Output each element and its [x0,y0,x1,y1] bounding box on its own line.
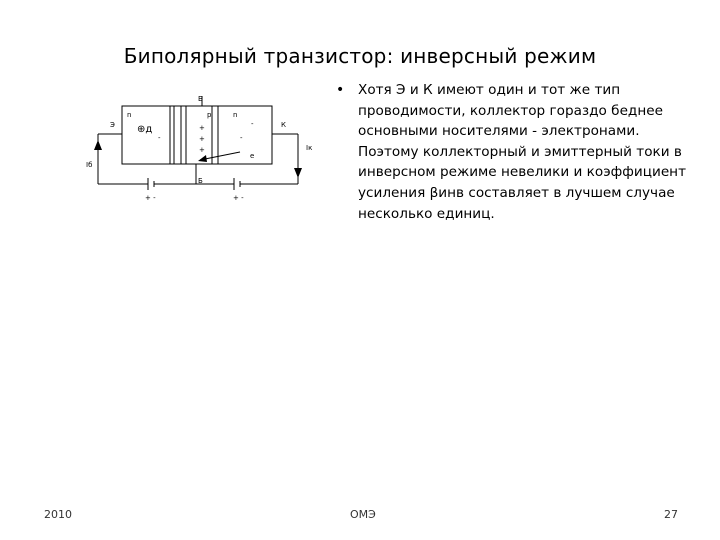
footer-year: 2010 [44,508,72,521]
page-number: 27 [664,508,678,521]
minus-left: - [158,134,161,142]
plus-3: + [199,146,205,154]
carrier-arrowhead-icon [198,155,207,162]
ik-arrow-icon [294,168,302,178]
bullet-icon: • [336,82,345,98]
label-e: Э [110,121,115,129]
battery-left-label: + - [145,194,156,202]
label-n-left: n [127,111,132,119]
minus-right-mid: - [240,134,243,142]
label-b-bottom: Б [198,177,203,185]
label-donor: ⊕д [137,124,153,135]
footer-center: ОМЭ [350,508,376,521]
minus-right-top: - [251,120,254,128]
battery-right-label: + - [233,194,244,202]
label-ib: Iб [86,161,93,169]
label-e-carrier: e [250,152,255,160]
label-n-right: n [233,111,238,119]
label-p: p [207,111,212,119]
slide-title: Биполярный транзистор: инверсный режим [123,44,597,68]
body-text: Хотя Э и К имеют один и тот же тип проводимости, коллектор гораздо беднее основными носителями - электронами. Поэтому коллекторный и эмиттерный токи в инверсном режиме невелики и коэффициент усиления βинв составляет в лучшем случае несколько единиц. [358,82,686,222]
label-b-top: Б [198,95,203,103]
plus-1: + [199,124,205,132]
label-k: К [281,121,286,129]
plus-2: + [199,135,205,143]
ib-arrow-icon [94,140,102,150]
label-ik: Iк [306,144,313,152]
